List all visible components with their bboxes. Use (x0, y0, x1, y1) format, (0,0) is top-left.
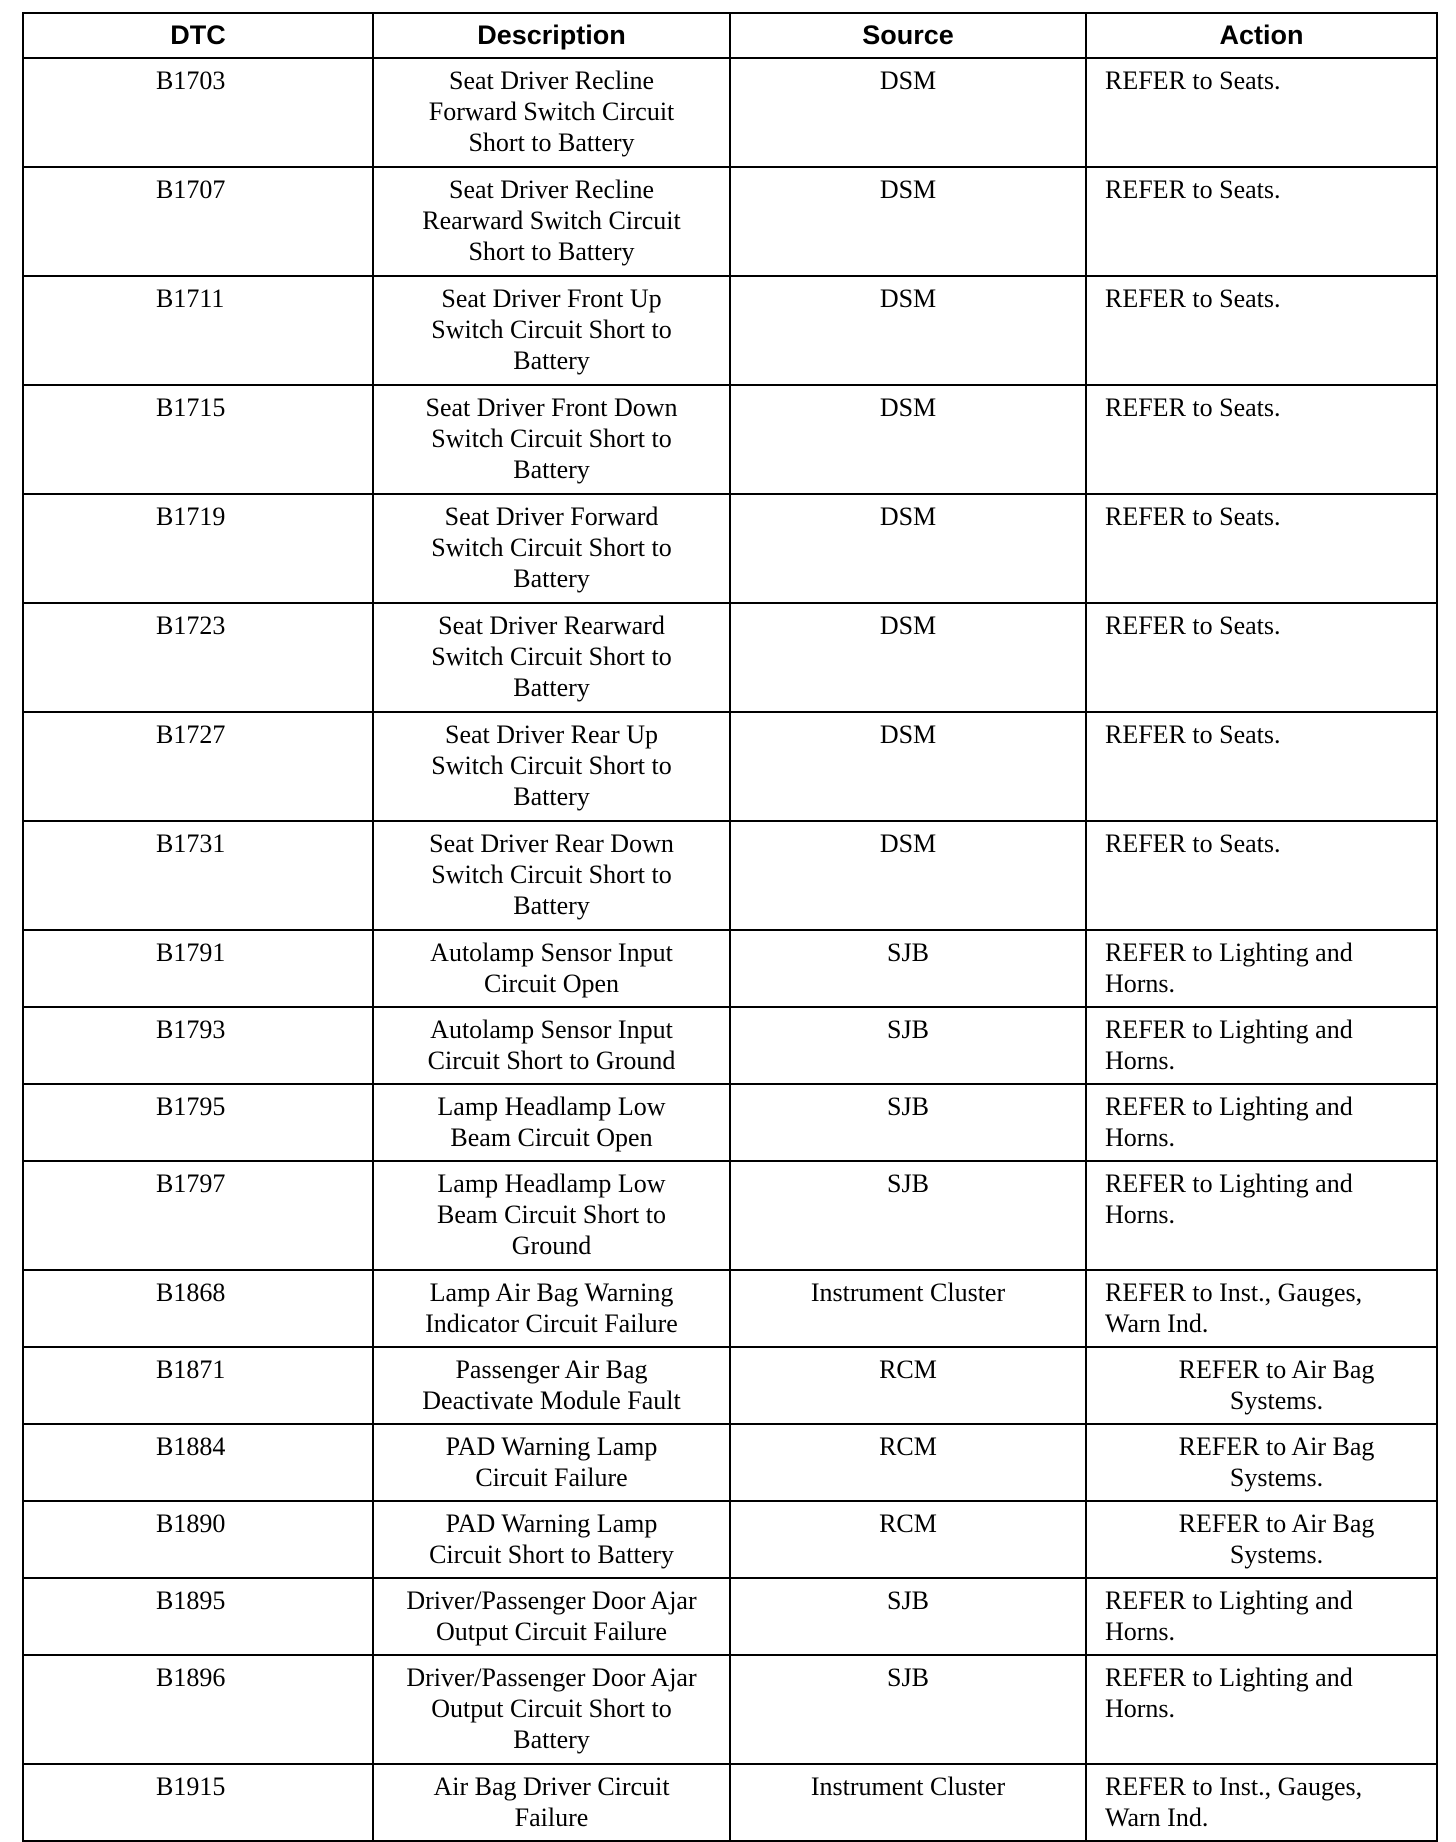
dtc-code: B1884 (23, 1424, 373, 1501)
dtc-source: SJB (730, 1578, 1086, 1655)
action-line: REFER to Seats. (1105, 284, 1281, 313)
description-line: Seat Driver Rear Up (445, 720, 658, 749)
action-line: REFER to Air Bag (1178, 1432, 1375, 1461)
action-line: REFER to Air Bag (1178, 1355, 1375, 1384)
action-line: REFER to Lighting and (1105, 1663, 1353, 1692)
action-line: Warn Ind. (1105, 1803, 1209, 1832)
table-row (23, 1084, 1437, 1161)
description-line: Battery (513, 1725, 590, 1754)
dtc-source: SJB (730, 1161, 1086, 1270)
table-row (23, 494, 1437, 603)
dtc-action (1086, 1084, 1437, 1161)
description-line: Seat Driver Forward (444, 502, 659, 531)
dtc-description (373, 1578, 730, 1655)
dtc-description (373, 385, 730, 494)
action-line: REFER to Lighting and (1105, 1015, 1353, 1044)
description-line: Seat Driver Rear Down (429, 829, 674, 858)
action-line: REFER to Lighting and (1105, 938, 1353, 967)
action-line: REFER to Seats. (1105, 720, 1281, 749)
action-line: Systems. (1229, 1386, 1324, 1415)
dtc-description (373, 930, 730, 1007)
dtc-code: B1915 (23, 1764, 373, 1841)
action-line: REFER to Inst., Gauges, (1105, 1772, 1363, 1801)
description-line: PAD Warning Lamp (445, 1432, 658, 1461)
table-body (23, 58, 1437, 1841)
description-line: Failure (514, 1803, 589, 1832)
description-line: Lamp Air Bag Warning (429, 1278, 674, 1307)
action-line: Horns. (1105, 969, 1176, 998)
dtc-action (1086, 1578, 1437, 1655)
dtc-description (373, 58, 730, 167)
description-line: Circuit Open (483, 969, 620, 998)
table-row (23, 58, 1437, 167)
dtc-code: B1795 (23, 1084, 373, 1161)
dtc-code: B1723 (23, 603, 373, 712)
dtc-code: B1715 (23, 385, 373, 494)
dtc-description (373, 1655, 730, 1764)
dtc-description (373, 1161, 730, 1270)
description-line: Seat Driver Rearward (438, 611, 665, 640)
description-line: Deactivate Module Fault (422, 1386, 681, 1415)
description-line: Battery (513, 455, 590, 484)
description-line: Battery (513, 891, 590, 920)
dtc-description (373, 167, 730, 276)
description-line: Rearward Switch Circuit (422, 206, 681, 235)
header-dtc: DTC (23, 13, 373, 58)
action-line: REFER to Lighting and (1105, 1092, 1353, 1121)
action-line: REFER to Seats. (1105, 502, 1281, 531)
dtc-source: SJB (730, 930, 1086, 1007)
dtc-action (1086, 385, 1437, 494)
description-line: Switch Circuit Short to (431, 315, 672, 344)
action-line: Horns. (1105, 1123, 1176, 1152)
dtc-source: DSM (730, 58, 1086, 167)
description-line: Seat Driver Recline (448, 66, 655, 95)
dtc-action (1086, 930, 1437, 1007)
description-line: Lamp Headlamp Low (437, 1169, 666, 1198)
table-row (23, 603, 1437, 712)
description-line: Autolamp Sensor Input (430, 938, 673, 967)
dtc-code: B1793 (23, 1007, 373, 1084)
action-line: Horns. (1105, 1694, 1176, 1723)
description-line: Switch Circuit Short to (431, 424, 672, 453)
header-row (23, 13, 1437, 58)
description-line: Beam Circuit Open (450, 1123, 653, 1152)
table-row (23, 1655, 1437, 1764)
dtc-code: B1707 (23, 167, 373, 276)
action-line: REFER to Inst., Gauges, (1105, 1278, 1363, 1307)
dtc-action (1086, 712, 1437, 821)
dtc-description (373, 712, 730, 821)
table-row (23, 712, 1437, 821)
dtc-source: DSM (730, 385, 1086, 494)
dtc-code: B1703 (23, 58, 373, 167)
description-line: Short to Battery (468, 237, 635, 266)
dtc-action (1086, 1161, 1437, 1270)
dtc-action (1086, 1501, 1437, 1578)
dtc-source: DSM (730, 821, 1086, 930)
description-line: Output Circuit Short to (431, 1694, 672, 1723)
action-line: REFER to Lighting and (1105, 1586, 1353, 1615)
action-line: REFER to Seats. (1105, 175, 1281, 204)
table-row (23, 1270, 1437, 1347)
dtc-code: B1895 (23, 1578, 373, 1655)
dtc-source: Instrument Cluster (730, 1764, 1086, 1841)
action-line: Systems. (1229, 1540, 1324, 1569)
dtc-action (1086, 1655, 1437, 1764)
dtc-description (373, 821, 730, 930)
table-row (23, 1007, 1437, 1084)
table-row (23, 1347, 1437, 1424)
dtc-description (373, 494, 730, 603)
dtc-code: B1890 (23, 1501, 373, 1578)
description-line: Switch Circuit Short to (431, 642, 672, 671)
action-line: Horns. (1105, 1617, 1176, 1646)
dtc-description (373, 276, 730, 385)
description-line: Switch Circuit Short to (431, 533, 672, 562)
dtc-description (373, 1084, 730, 1161)
action-line: Warn Ind. (1105, 1309, 1209, 1338)
table-row (23, 1578, 1437, 1655)
action-line: REFER to Seats. (1105, 829, 1281, 858)
description-line: Circuit Short to Ground (427, 1046, 676, 1075)
dtc-source: DSM (730, 712, 1086, 821)
dtc-source: SJB (730, 1007, 1086, 1084)
dtc-source: DSM (730, 494, 1086, 603)
description-line: Beam Circuit Short to (437, 1200, 666, 1229)
dtc-action (1086, 1424, 1437, 1501)
action-line: Horns. (1105, 1200, 1176, 1229)
dtc-action (1086, 494, 1437, 603)
action-line: REFER to Air Bag (1178, 1509, 1375, 1538)
table-header (23, 13, 1437, 58)
dtc-code: B1791 (23, 930, 373, 1007)
dtc-table (22, 12, 1438, 1842)
dtc-code: B1711 (23, 276, 373, 385)
dtc-description (373, 1270, 730, 1347)
dtc-code: B1727 (23, 712, 373, 821)
dtc-description (373, 1501, 730, 1578)
action-line: REFER to Seats. (1105, 66, 1281, 95)
description-line: Driver/Passenger Door Ajar (406, 1663, 697, 1692)
dtc-action (1086, 1007, 1437, 1084)
dtc-source: SJB (730, 1084, 1086, 1161)
dtc-source: DSM (730, 167, 1086, 276)
table-row (23, 1161, 1437, 1270)
dtc-description (373, 1424, 730, 1501)
table-row (23, 1501, 1437, 1578)
description-line: Seat Driver Recline (448, 175, 655, 204)
description-line: Air Bag Driver Circuit (433, 1772, 670, 1801)
dtc-code: B1797 (23, 1161, 373, 1270)
dtc-code: B1871 (23, 1347, 373, 1424)
action-line: REFER to Seats. (1105, 611, 1281, 640)
dtc-source: DSM (730, 603, 1086, 712)
description-line: Switch Circuit Short to (431, 860, 672, 889)
header-source: Source (730, 13, 1086, 58)
table-row (23, 930, 1437, 1007)
dtc-description (373, 1347, 730, 1424)
table-row (23, 1424, 1437, 1501)
description-line: Indicator Circuit Failure (425, 1309, 678, 1338)
description-line: Battery (513, 564, 590, 593)
description-line: Autolamp Sensor Input (430, 1015, 673, 1044)
description-line: Seat Driver Front Down (425, 393, 678, 422)
dtc-code: B1731 (23, 821, 373, 930)
header-action: Action (1086, 13, 1437, 58)
description-line: Circuit Short to Battery (429, 1540, 674, 1569)
action-line: Horns. (1105, 1046, 1176, 1075)
dtc-action (1086, 821, 1437, 930)
dtc-action (1086, 1764, 1437, 1841)
description-line: Battery (513, 782, 590, 811)
table-row (23, 1764, 1437, 1841)
description-line: Output Circuit Failure (435, 1617, 668, 1646)
dtc-action (1086, 1347, 1437, 1424)
dtc-action (1086, 1270, 1437, 1347)
dtc-action (1086, 276, 1437, 385)
dtc-source: RCM (730, 1347, 1086, 1424)
description-line: Driver/Passenger Door Ajar (406, 1586, 697, 1615)
description-line: Lamp Headlamp Low (437, 1092, 666, 1121)
header-description: Description (373, 13, 730, 58)
action-line: REFER to Seats. (1105, 393, 1281, 422)
description-line: Battery (513, 346, 590, 375)
description-line: Seat Driver Front Up (441, 284, 662, 313)
dtc-source: RCM (730, 1424, 1086, 1501)
dtc-action (1086, 167, 1437, 276)
dtc-description (373, 1764, 730, 1841)
dtc-source: Instrument Cluster (730, 1270, 1086, 1347)
dtc-action (1086, 603, 1437, 712)
description-line: Passenger Air Bag (455, 1355, 648, 1384)
dtc-description (373, 603, 730, 712)
dtc-source: DSM (730, 276, 1086, 385)
table-row (23, 276, 1437, 385)
dtc-code: B1868 (23, 1270, 373, 1347)
table-row (23, 167, 1437, 276)
dtc-code: B1896 (23, 1655, 373, 1764)
dtc-action (1086, 58, 1437, 167)
dtc-code: B1719 (23, 494, 373, 603)
table-row (23, 385, 1437, 494)
description-line: Ground (511, 1231, 592, 1260)
description-line: Circuit Failure (475, 1463, 628, 1492)
action-line: Systems. (1229, 1463, 1324, 1492)
table-row (23, 821, 1437, 930)
description-line: Switch Circuit Short to (431, 751, 672, 780)
action-line: REFER to Lighting and (1105, 1169, 1353, 1198)
dtc-source: SJB (730, 1655, 1086, 1764)
description-line: Short to Battery (468, 128, 635, 157)
dtc-source: RCM (730, 1501, 1086, 1578)
dtc-description (373, 1007, 730, 1084)
description-line: Forward Switch Circuit (428, 97, 675, 126)
description-line: PAD Warning Lamp (445, 1509, 658, 1538)
description-line: Battery (513, 673, 590, 702)
